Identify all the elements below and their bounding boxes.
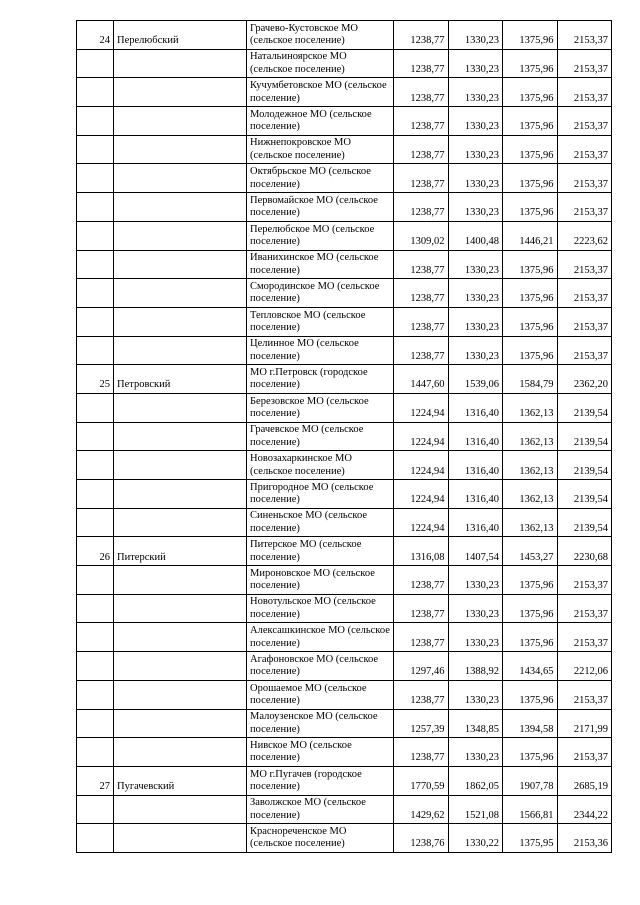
row-number	[77, 135, 114, 164]
tariff-value-2: 1348,85	[448, 709, 503, 738]
tariff-value-4: 2139,54	[557, 422, 612, 451]
tariff-value-2: 1330,23	[448, 107, 503, 136]
municipality-name: Грачево-Кустовское МО (сельское поселение)	[247, 21, 394, 50]
tariff-value-4: 2153,37	[557, 336, 612, 365]
tariff-value-4: 2153,37	[557, 193, 612, 222]
row-number	[77, 451, 114, 480]
tariff-value-3: 1362,13	[503, 480, 558, 509]
district-name: Пугачевский	[114, 766, 247, 795]
row-number	[77, 795, 114, 824]
municipality-name: Краснореченское МО (сельское поселение)	[247, 824, 394, 853]
table-row	[77, 480, 612, 509]
row-number	[77, 709, 114, 738]
tariff-value-2: 1330,23	[448, 135, 503, 164]
tariff-value-2: 1407,54	[448, 537, 503, 566]
municipality-name: МО г.Пугачев (городское поселение)	[247, 766, 394, 795]
municipality-name: Кучумбетовское МО (сельское поселение)	[247, 78, 394, 107]
tariff-value-1: 1238,77	[394, 594, 449, 623]
tariff-value-2: 1330,23	[448, 78, 503, 107]
row-number	[77, 623, 114, 652]
tariff-value-4: 2153,37	[557, 680, 612, 709]
table-row	[77, 594, 612, 623]
district-name	[114, 623, 247, 652]
tariff-value-3: 1907,78	[503, 766, 558, 795]
district-name: Питерский	[114, 537, 247, 566]
tariff-value-4: 2153,37	[557, 135, 612, 164]
row-number	[77, 336, 114, 365]
table-row	[77, 164, 612, 193]
tariff-value-4: 2153,37	[557, 107, 612, 136]
table-row	[77, 135, 612, 164]
tariff-value-3: 1584,79	[503, 365, 558, 394]
tariff-value-3: 1394,58	[503, 709, 558, 738]
tariff-value-1: 1297,46	[394, 652, 449, 681]
table-row	[77, 537, 612, 566]
row-number	[77, 680, 114, 709]
district-name	[114, 652, 247, 681]
district-name	[114, 221, 247, 250]
tariff-value-4: 2139,54	[557, 480, 612, 509]
tariff-value-1: 1238,77	[394, 193, 449, 222]
row-number	[77, 652, 114, 681]
tariff-value-4: 2139,54	[557, 393, 612, 422]
district-name	[114, 824, 247, 853]
tariff-value-2: 1330,23	[448, 21, 503, 50]
tariff-value-3: 1375,96	[503, 680, 558, 709]
municipality-name: Первомайское МО (сельское поселение)	[247, 193, 394, 222]
table-row	[77, 49, 612, 78]
tariff-value-1: 1447,60	[394, 365, 449, 394]
row-number	[77, 164, 114, 193]
tariff-value-1: 1238,77	[394, 566, 449, 595]
tariff-value-4: 2153,36	[557, 824, 612, 853]
row-number: 27	[77, 766, 114, 795]
tariff-value-1: 1238,77	[394, 623, 449, 652]
tariff-value-4: 2153,37	[557, 738, 612, 767]
district-name	[114, 480, 247, 509]
district-name	[114, 336, 247, 365]
table-row	[77, 566, 612, 595]
tariff-value-2: 1862,05	[448, 766, 503, 795]
tariff-value-4: 2171,99	[557, 709, 612, 738]
tariff-value-1: 1238,77	[394, 49, 449, 78]
table-row	[77, 21, 612, 50]
tariff-value-4: 2153,37	[557, 78, 612, 107]
municipality-name: Заволжское МО (сельское поселение)	[247, 795, 394, 824]
tariff-value-1: 1224,94	[394, 508, 449, 537]
table-row	[77, 279, 612, 308]
tariff-value-1: 1429,62	[394, 795, 449, 824]
tariff-value-4: 2153,37	[557, 21, 612, 50]
row-number	[77, 738, 114, 767]
row-number: 26	[77, 537, 114, 566]
municipality-name: Перелюбское МО (сельское поселение)	[247, 221, 394, 250]
district-name	[114, 78, 247, 107]
municipality-name: МО г.Петровск (городское поселение)	[247, 365, 394, 394]
district-name	[114, 709, 247, 738]
tariff-value-4: 2685,19	[557, 766, 612, 795]
tariff-value-2: 1330,23	[448, 164, 503, 193]
tariff-value-4: 2153,37	[557, 279, 612, 308]
tariff-value-4: 2344,22	[557, 795, 612, 824]
tariff-value-3: 1375,96	[503, 623, 558, 652]
municipality-name: Орошаемое МО (сельское поселение)	[247, 680, 394, 709]
tariff-value-3: 1362,13	[503, 393, 558, 422]
table-row	[77, 336, 612, 365]
tariff-value-3: 1446,21	[503, 221, 558, 250]
tariff-value-1: 1238,77	[394, 279, 449, 308]
tariff-value-3: 1375,96	[503, 279, 558, 308]
municipality-name: Малоузенское МО (сельское поселение)	[247, 709, 394, 738]
tariff-value-2: 1330,23	[448, 49, 503, 78]
tariff-value-3: 1375,96	[503, 307, 558, 336]
tariff-value-2: 1521,08	[448, 795, 503, 824]
tariff-value-2: 1330,23	[448, 250, 503, 279]
tariff-value-1: 1238,76	[394, 824, 449, 853]
tariff-value-4: 2362,20	[557, 365, 612, 394]
tariff-value-3: 1566,81	[503, 795, 558, 824]
district-name	[114, 508, 247, 537]
municipality-name: Грачевское МО (сельское поселение)	[247, 422, 394, 451]
district-name	[114, 193, 247, 222]
tariff-value-4: 2153,37	[557, 250, 612, 279]
district-name	[114, 307, 247, 336]
tariff-value-1: 1238,77	[394, 307, 449, 336]
district-name	[114, 795, 247, 824]
table-row	[77, 738, 612, 767]
row-number	[77, 422, 114, 451]
row-number	[77, 107, 114, 136]
table-row	[77, 307, 612, 336]
tariff-value-3: 1375,96	[503, 566, 558, 595]
table-row	[77, 221, 612, 250]
tariff-value-1: 1309,02	[394, 221, 449, 250]
municipality-name: Иванихинское МО (сельское поселение)	[247, 250, 394, 279]
row-number	[77, 393, 114, 422]
tariff-value-2: 1330,23	[448, 566, 503, 595]
municipality-name: Смородинское МО (сельское поселение)	[247, 279, 394, 308]
tariff-value-1: 1224,94	[394, 422, 449, 451]
table-row	[77, 652, 612, 681]
municipality-name: Алексашкинское МО (сельское поселение)	[247, 623, 394, 652]
tariff-value-1: 1238,77	[394, 680, 449, 709]
tariff-value-1: 1238,77	[394, 135, 449, 164]
table-row	[77, 451, 612, 480]
tariff-value-3: 1434,65	[503, 652, 558, 681]
tariff-value-2: 1316,40	[448, 451, 503, 480]
tariff-value-3: 1375,96	[503, 336, 558, 365]
tariff-value-1: 1224,94	[394, 393, 449, 422]
district-name: Перелюбский	[114, 21, 247, 50]
tariff-value-3: 1375,96	[503, 135, 558, 164]
tariff-value-2: 1330,23	[448, 623, 503, 652]
tariff-value-4: 2153,37	[557, 594, 612, 623]
table-row	[77, 680, 612, 709]
tariff-value-4: 2153,37	[557, 566, 612, 595]
district-name: Петровский	[114, 365, 247, 394]
district-name	[114, 164, 247, 193]
municipality-name: Натальиноярское МО (сельское поселение)	[247, 49, 394, 78]
tariff-value-2: 1330,22	[448, 824, 503, 853]
row-number	[77, 594, 114, 623]
municipality-name: Березовское МО (сельское поселение)	[247, 393, 394, 422]
district-name	[114, 279, 247, 308]
tariff-value-3: 1375,96	[503, 250, 558, 279]
tariff-value-4: 2212,06	[557, 652, 612, 681]
table-row	[77, 508, 612, 537]
tariff-value-2: 1330,23	[448, 594, 503, 623]
tariff-value-3: 1375,96	[503, 78, 558, 107]
tariff-value-2: 1316,40	[448, 393, 503, 422]
table-row	[77, 78, 612, 107]
table-row	[77, 623, 612, 652]
municipality-name: Целинное МО (сельское поселение)	[247, 336, 394, 365]
tariff-value-2: 1330,23	[448, 738, 503, 767]
tariff-value-3: 1375,96	[503, 594, 558, 623]
tariff-value-3: 1375,95	[503, 824, 558, 853]
municipality-name: Синеньское МО (сельское поселение)	[247, 508, 394, 537]
tariff-value-2: 1330,23	[448, 307, 503, 336]
row-number	[77, 566, 114, 595]
tariff-value-2: 1316,40	[448, 480, 503, 509]
district-name	[114, 107, 247, 136]
table-row	[77, 393, 612, 422]
tariff-value-3: 1375,96	[503, 193, 558, 222]
tariff-value-3: 1362,13	[503, 508, 558, 537]
tariff-value-2: 1330,23	[448, 680, 503, 709]
tariff-value-1: 1238,77	[394, 336, 449, 365]
row-number: 24	[77, 21, 114, 50]
tariff-value-2: 1388,92	[448, 652, 503, 681]
table-row	[77, 365, 612, 394]
row-number	[77, 480, 114, 509]
table-row	[77, 107, 612, 136]
tariff-value-2: 1400,48	[448, 221, 503, 250]
tariff-value-2: 1330,23	[448, 193, 503, 222]
district-name	[114, 49, 247, 78]
municipality-name: Мироновское МО (сельское поселение)	[247, 566, 394, 595]
table-row	[77, 766, 612, 795]
table-row	[77, 795, 612, 824]
tariff-value-3: 1375,96	[503, 107, 558, 136]
tariff-value-2: 1330,23	[448, 336, 503, 365]
tariff-value-3: 1375,96	[503, 738, 558, 767]
row-number	[77, 221, 114, 250]
district-name	[114, 566, 247, 595]
district-name	[114, 680, 247, 709]
tariff-table	[76, 20, 612, 853]
municipality-name: Агафоновское МО (сельское поселение)	[247, 652, 394, 681]
district-name	[114, 738, 247, 767]
tariff-value-2: 1316,40	[448, 508, 503, 537]
table-row	[77, 422, 612, 451]
tariff-value-1: 1238,77	[394, 107, 449, 136]
municipality-name: Нивское МО (сельское поселение)	[247, 738, 394, 767]
tariff-value-1: 1238,77	[394, 164, 449, 193]
row-number	[77, 49, 114, 78]
tariff-value-4: 2223,62	[557, 221, 612, 250]
municipality-name: Октябрьское МО (сельское поселение)	[247, 164, 394, 193]
tariff-value-4: 2153,37	[557, 164, 612, 193]
row-number	[77, 508, 114, 537]
tariff-value-4: 2153,37	[557, 623, 612, 652]
municipality-name: Тепловское МО (сельское поселение)	[247, 307, 394, 336]
district-name	[114, 393, 247, 422]
tariff-value-4: 2153,37	[557, 49, 612, 78]
municipality-name: Нижнепокровское МО (сельское поселение)	[247, 135, 394, 164]
tariff-value-4: 2230,68	[557, 537, 612, 566]
tariff-value-1: 1257,39	[394, 709, 449, 738]
tariff-value-3: 1375,96	[503, 164, 558, 193]
municipality-name: Новотульское МО (сельское поселение)	[247, 594, 394, 623]
tariff-value-3: 1362,13	[503, 422, 558, 451]
table-row	[77, 709, 612, 738]
table-body	[77, 21, 612, 853]
row-number	[77, 307, 114, 336]
district-name	[114, 451, 247, 480]
tariff-value-1: 1224,94	[394, 480, 449, 509]
tariff-value-2: 1330,23	[448, 279, 503, 308]
tariff-value-2: 1539,06	[448, 365, 503, 394]
table-row	[77, 193, 612, 222]
municipality-name: Пригородное МО (сельское поселение)	[247, 480, 394, 509]
tariff-value-1: 1238,77	[394, 738, 449, 767]
tariff-value-1: 1238,77	[394, 78, 449, 107]
tariff-value-3: 1375,96	[503, 49, 558, 78]
tariff-value-1: 1238,77	[394, 250, 449, 279]
row-number	[77, 193, 114, 222]
tariff-value-4: 2139,54	[557, 508, 612, 537]
tariff-value-3: 1375,96	[503, 21, 558, 50]
row-number	[77, 824, 114, 853]
tariff-value-1: 1770,59	[394, 766, 449, 795]
row-number: 25	[77, 365, 114, 394]
row-number	[77, 250, 114, 279]
tariff-value-1: 1238,77	[394, 21, 449, 50]
district-name	[114, 594, 247, 623]
district-name	[114, 250, 247, 279]
tariff-value-1: 1224,94	[394, 451, 449, 480]
tariff-value-3: 1453,27	[503, 537, 558, 566]
table-row	[77, 250, 612, 279]
row-number	[77, 279, 114, 308]
table-row	[77, 824, 612, 853]
tariff-value-2: 1316,40	[448, 422, 503, 451]
tariff-value-4: 2139,54	[557, 451, 612, 480]
municipality-name: Новозахаркинское МО (сельское поселение)	[247, 451, 394, 480]
tariff-value-4: 2153,37	[557, 307, 612, 336]
district-name	[114, 422, 247, 451]
municipality-name: Питерское МО (сельское поселение)	[247, 537, 394, 566]
row-number	[77, 78, 114, 107]
district-name	[114, 135, 247, 164]
tariff-value-1: 1316,08	[394, 537, 449, 566]
municipality-name: Молодежное МО (сельское поселение)	[247, 107, 394, 136]
tariff-value-3: 1362,13	[503, 451, 558, 480]
